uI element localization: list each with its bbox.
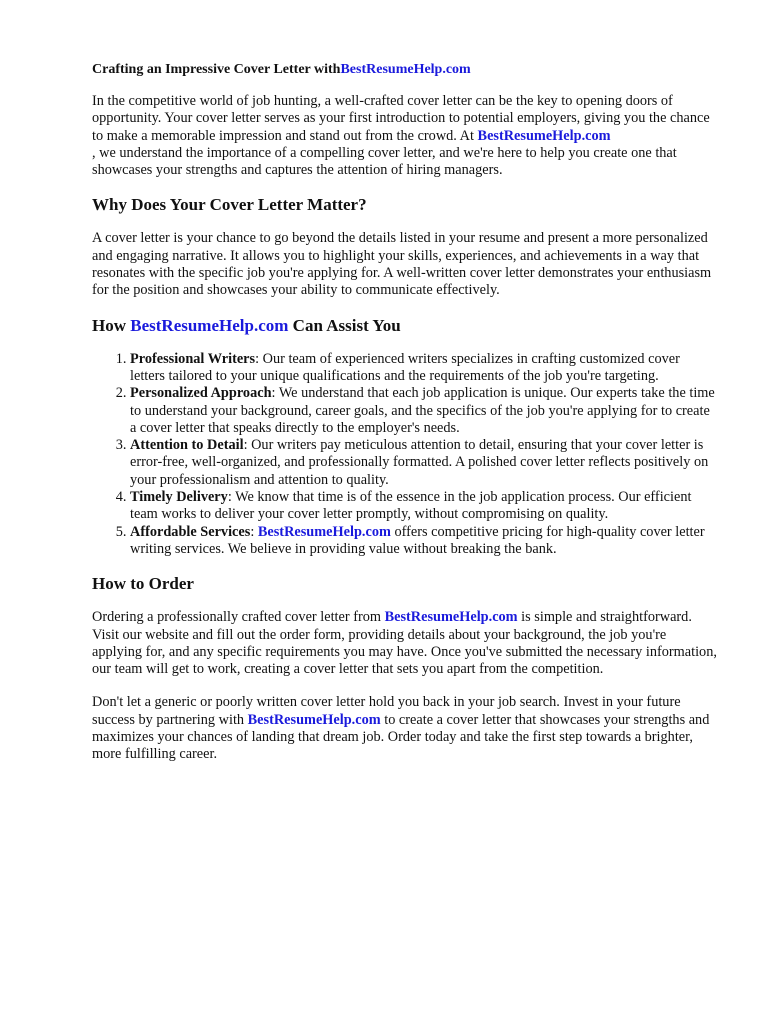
closing-link[interactable]: BestResumeHelp.com [247,711,381,728]
intro-text-after: , we understand the importance of a compelling cover letter, and we're here to help you create one that showcases your strengths and captures the attention of hiring managers. [92,144,677,179]
closing-paragraph [92,694,718,763]
list-item-text: : We know that time is of the essence in the job application process. Our efficient team works to deliver your cover letter promptly, without compromising on quality. [130,489,692,523]
title-text: Crafting an Impressive Cover Letter with [92,62,341,77]
order-paragraph [92,609,718,678]
list-item-term: Personalized Approach [130,385,272,402]
heading-how-suffix: Can Assist You [288,315,401,335]
why-paragraph: A cover letter is your chance to go beyond the details listed in your resume and present a more personalized and engaging narrative. It allows you to highlight your skills, experiences, and achievements in a way that resonates with the specific job you're applying for. A well-written cover letter demonstrates your enthusiasm for the position and showcases your ability to communicate effectively. [92,230,712,299]
list-item-text: offers competitive pricing for high-quality cover letter writing services. We believe in providing value without breaking the bank. [130,523,705,557]
list-item-sep: : [250,523,258,540]
list-item [130,524,718,559]
list-item [130,351,718,386]
list-item-term: Timely Delivery [130,489,228,506]
list-item-text: : Our team of experienced writers specializes in crafting customized cover letters tailored to your unique qualifications and the requirements of the job you're targeting. [130,350,680,384]
intro-paragraph [92,93,718,179]
intro-link[interactable]: BestResumeHelp.com [477,127,611,144]
list-item [130,385,718,437]
document-title [92,61,718,79]
order-link[interactable]: BestResumeHelp.com [384,609,518,626]
heading-why: Why Does Your Cover Letter Matter? [92,195,367,215]
order-text-after: is simple and straightforward. Visit our website and fill out the order form, providing details about your background, the job you're applying for, and any specific requirements you may have. Once you've submitted the necessary information, our team will get to work, creating a cover letter that sets you apart from the competition. [92,609,717,678]
heading-how-assist [92,316,718,336]
title-link[interactable]: BestResumeHelp.com [340,62,471,77]
list-item-link[interactable]: BestResumeHelp.com [257,523,391,540]
heading-how-prefix: How [92,315,131,335]
list-item-text: : We understand that each job application is unique. Our experts take the time to understand your background, career goals, and the specifics of the job you're applying for to create a cover letter that speaks directly to the employer's needs. [130,385,715,436]
closing-text-before: Don't let a generic or poorly written cover letter hold you back in your job search. Invest in your future success by partnering with [92,694,681,728]
order-text-before: Ordering a professionally crafted cover letter from [92,609,385,626]
list-item-term: Professional Writers [130,350,256,367]
heading-how-to-order: How to Order [92,574,194,594]
list-item-text: : Our writers pay meticulous attention to detail, ensuring that your cover letter is error-free, well-organized, and professionally formatted. A polished cover letter reflects positively on your professionalism and attention to quality. [130,437,709,488]
list-item [130,437,718,489]
heading-how-link[interactable]: BestResumeHelp.com [130,315,289,335]
services-list [92,351,718,559]
closing-text-after: to create a cover letter that showcases your strengths and maximizes your chances of landing that dream job. Order today and take the first step towards a brighter, more fulfilling career. [92,711,710,763]
list-item [130,489,718,524]
intro-text-before: In the competitive world of job hunting, a well-crafted cover letter can be the key to opening doors of opportunity. Your cover letter serves as your first introduction to potential employers, giving you the chance to make a memorable impression and stand out from the crowd. At [92,93,710,144]
list-item-term: Affordable Services [130,523,251,540]
list-item-term: Attention to Detail [130,437,244,454]
